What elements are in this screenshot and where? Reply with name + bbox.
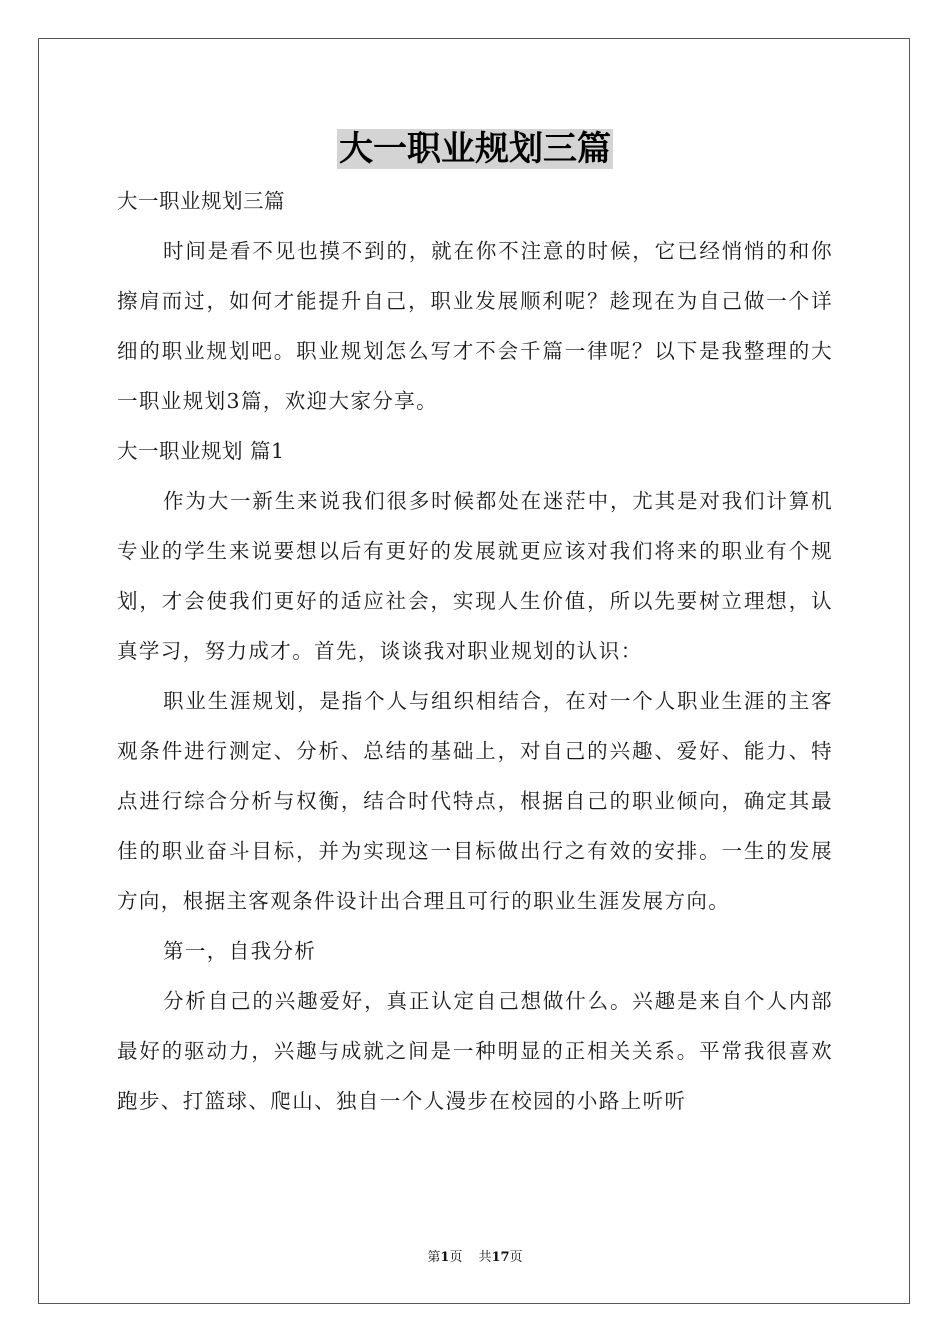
total-prefix: 共: [478, 1250, 492, 1265]
total-suffix: 页: [509, 1250, 523, 1265]
document-body: [117, 176, 833, 1126]
page-number: 1: [440, 1250, 450, 1265]
page-suffix: 页: [449, 1250, 463, 1265]
page-footer: [0, 1246, 950, 1265]
paragraph-intro: 时间是看不见也摸不到的，就在你不注意的时候，它已经悄悄的和你擦肩而过，如何才能提升自己，职业发展顺利呢？趁现在为自己做一个详细的职业规划吧。职业规划怎么写才不会千篇一律呢？以下是我整理的大一职业规划3篇，欢迎大家分享。: [117, 239, 833, 413]
paragraph-subtitle: 大一职业规划三篇: [117, 189, 285, 213]
title-text: 大一职业规划三篇: [339, 129, 611, 169]
paragraph-body: 分析自己的兴趣爱好，真正认定自己想做什么。兴趣是来自个人内部最好的驱动力，兴趣与成就之间是一种明显的正相关关系。平常我很喜欢跑步、打篮球、爬山、独自一个人漫步在校园的小路上听听: [117, 989, 833, 1113]
total-pages: 17: [491, 1250, 510, 1265]
section-heading-1: 大一职业规划 篇1: [117, 439, 285, 463]
page-prefix: 第: [427, 1250, 441, 1265]
paragraph-body: 作为大一新生来说我们很多时候都处在迷茫中，尤其是对我们计算机专业的学生来说要想以后有更好的发展就更应该对我们将来的职业有个规划，才会使我们更好的适应社会，实现人生价值，所以先要树立理想，认真学习，努力成才。首先，谈谈我对职业规划的认识：: [117, 489, 833, 663]
subheading-self-analysis: 第一，自我分析: [163, 939, 317, 963]
document-title: [0, 124, 950, 174]
paragraph-body: 职业生涯规划，是指个人与组织相结合，在对一个人职业生涯的主客观条件进行测定、分析、总结的基础上，对自己的兴趣、爱好、能力、特点进行综合分析与权衡，结合时代特点，根据自己的职业倾向，确定其最佳的职业奋斗目标，并为实现这一目标做出行之有效的安排。一生的发展方向，根据主客观条件设计出合理且可行的职业生涯发展方向。: [117, 689, 833, 913]
